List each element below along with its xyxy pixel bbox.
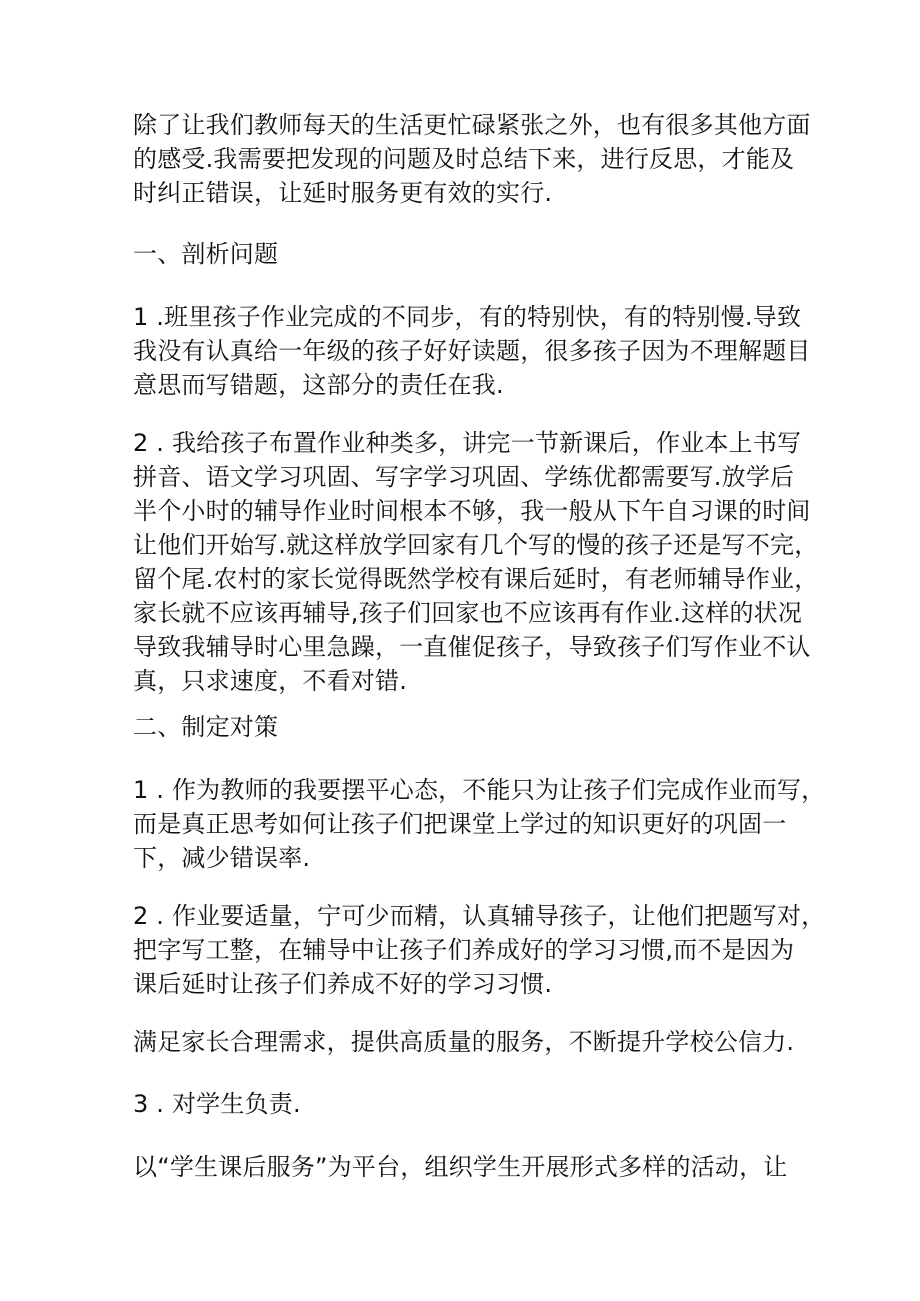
text-line: 家长就不应该再辅导,孩子们回家也不应该再有作业.这样的状况 [133, 599, 803, 627]
text-line: 一、剖析问题 [133, 240, 279, 268]
text-line: 以“学生课后服务”为平台，组织学生开展形式多样的活动，让 [133, 1153, 788, 1181]
paragraph-countermeasure-1 [133, 773, 825, 875]
paragraph-analysis-1 [133, 300, 811, 402]
text-line: 把字写工整，在辅导中让孩子们养成好的学习习惯,而不是因为 [133, 936, 795, 964]
text-line: 时纠正错误，让延时服务更有效的实行. [133, 179, 553, 207]
text-line: 课后延时让孩子们养成不好的学习习惯. [133, 970, 553, 998]
text-line: 3 . 对学生负责. [133, 1090, 301, 1118]
text-line: 真，只求速度，不看对错. [133, 667, 408, 695]
text-line: 满足家长合理需求，提供高质量的服务，不断提升学校公信力. [133, 1028, 795, 1056]
text-line: 2 . 作业要适量，宁可少而精，认真辅导孩子，让他们把题写对， [133, 902, 826, 930]
text-line: 2 . 我给孩子布置作业种类多，讲完一节新课后，作业本上书写 [133, 429, 802, 457]
text-line: 下，减少错误率. [133, 844, 311, 872]
text-line: 意思而写错题，这部分的责任在我. [133, 371, 504, 399]
text-line: 二、制定对策 [133, 713, 279, 741]
text-line: 除了让我们教师每天的生活更忙碌紧张之外，也有很多其他方面 [133, 111, 811, 139]
paragraph-parent-needs [133, 1025, 794, 1059]
paragraph-intro [133, 108, 811, 210]
text-line: 半个小时的辅导作业时间根本不够，我一般从下午自习课的时间 [133, 497, 811, 525]
text-line: 的感受.我需要把发现的问题及时总结下来，进行反思，才能及 [133, 145, 795, 173]
text-line: 1 .班里孩子作业完成的不同步，有的特别快，有的特别慢.导致 [133, 303, 802, 331]
text-line: 1 . 作为教师的我要摆平心态，不能只为让孩子们完成作业而写， [133, 776, 826, 804]
section-heading-analysis [133, 237, 278, 271]
text-line: 而是真正思考如何让孩子们把课堂上学过的知识更好的巩固一 [133, 810, 787, 838]
paragraph-countermeasure-2 [133, 899, 825, 1001]
text-line: 我没有认真给一年级的孩子好好读题，很多孩子因为不理解题目 [133, 337, 811, 365]
paragraph-analysis-2 [133, 426, 818, 698]
paragraph-platform [133, 1150, 787, 1184]
text-line: 导致我辅导时心里急躁，一直催促孩子，导致孩子们写作业不认 [133, 633, 811, 661]
paragraph-countermeasure-3 [133, 1087, 301, 1121]
text-line: 留个尾.农村的家长觉得既然学校有课后延时，有老师辅导作业， [133, 565, 819, 593]
text-line: 拼音、语文学习巩固、写字学习巩固、学练优都需要写.放学后 [133, 463, 795, 491]
section-heading-countermeasures [133, 710, 278, 744]
text-line: 让他们开始写.就这样放学回家有几个写的慢的孩子还是写不完， [133, 531, 819, 559]
